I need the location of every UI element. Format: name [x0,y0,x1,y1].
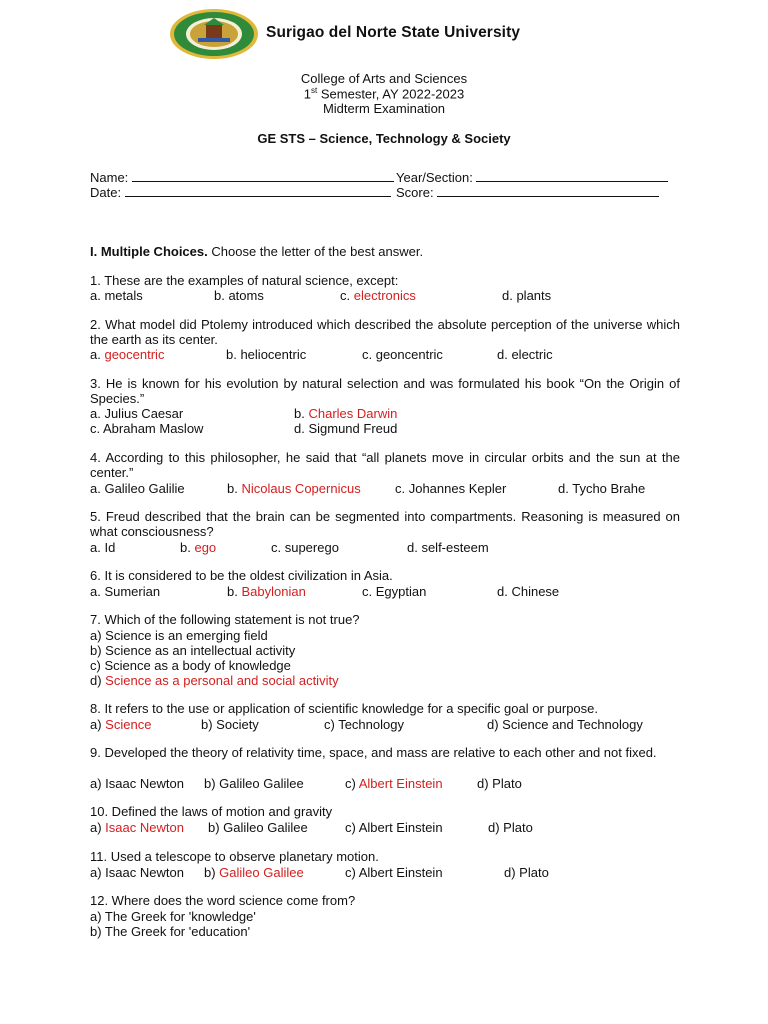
choice-4c[interactable]: c. Johannes Kepler [395,481,507,496]
instructions: I. Multiple Choices. Choose the letter of the best answer. [90,244,424,259]
choice-11a[interactable]: a) Isaac Newton [90,865,184,880]
question-1: 1. These are the examples of natural science, except: [90,273,399,288]
name-field[interactable]: Name: [90,170,394,185]
question-10: 10. Defined the laws of motion and gravity [90,804,333,819]
choice-8a-text: Science [105,717,152,732]
choice-4d[interactable]: d. Tycho Brahe [558,481,646,496]
choice-8a[interactable]: a) Science [90,717,152,732]
choice-9c-text: Albert Einstein [358,776,443,791]
exam-title: Midterm Examination [322,101,446,116]
choice-8c[interactable]: c) Technology [324,717,404,732]
question-5: 5. Freud described that the brain can be segmented into compartments. Reasoning is measured on what consciousness? [90,509,680,539]
question-3: 3. He is known for his evolution by natural selection and was formulated his book “On the Origin of Species.” [90,376,680,406]
choice-2d[interactable]: d. electric [497,347,553,362]
choice-4a[interactable]: a. Galileo Galilie [90,481,185,496]
choice-1a[interactable]: a. metals [90,288,143,303]
choice-6d[interactable]: d. Chinese [497,584,560,599]
university-name: Surigao del Norte State University [266,24,521,41]
choice-1d[interactable]: d. plants [502,288,552,303]
choice-7a[interactable]: a) Science is an emerging field [90,628,268,643]
choice-9c[interactable]: c) Albert Einstein [345,776,443,791]
choice-8d[interactable]: d) Science and Technology [487,717,643,732]
choice-11c[interactable]: c) Albert Einstein [345,865,443,880]
choice-8b[interactable]: b) Society [201,717,259,732]
choice-10d[interactable]: d) Plato [488,820,533,835]
choice-2a[interactable]: a. geocentric [90,347,165,362]
choice-5d[interactable]: d. self-esteem [407,540,489,555]
question-2: 2. What model did Ptolemy introduced which described the absolute perception of the universe which the earth as its center. [90,317,680,347]
choice-10b[interactable]: b) Galileo Galilee [208,820,308,835]
question-6: 6. It is considered to be the oldest civilization in Asia. [90,568,393,583]
choice-7c[interactable]: c) Science as a body of knowledge [90,658,291,673]
question-9: 9. Developed the theory of relativity time, space, and mass are relative to each other and not fixed. [90,745,657,760]
choice-9b[interactable]: b) Galileo Galilee [204,776,304,791]
choice-10c[interactable]: c) Albert Einstein [345,820,443,835]
college-name: College of Arts and Sciences [300,71,468,86]
choice-2c[interactable]: c. geoncentric [362,347,443,362]
choice-7d-text: Science as a personal and social activity [105,673,339,688]
choice-6b[interactable]: b. Babylonian [227,584,306,599]
choice-7b[interactable]: b) Science as an intellectual activity [90,643,296,658]
choice-12b[interactable]: b) The Greek for 'education' [90,924,251,939]
choice-5c[interactable]: c. superego [271,540,339,555]
choice-9a[interactable]: a) Isaac Newton [90,776,184,791]
choice-5b[interactable]: b. ego [180,540,217,555]
choice-6a[interactable]: a. Sumerian [90,584,161,599]
choice-5a[interactable]: a. Id [90,540,116,555]
choice-3b[interactable]: b. Charles Darwin [294,406,398,421]
question-8: 8. It refers to the use or application of scientific knowledge for a specific goal or purpose. [90,701,598,716]
course-title: GE STS – Science, Technology & Society [257,131,511,146]
choice-1b[interactable]: b. atoms [214,288,264,303]
choice-10a-text: Isaac Newton [105,820,184,835]
choice-7d[interactable]: d) Science as a personal and social activity [90,673,339,688]
question-4: 4. According to this philosopher, he said that “all planets move in circular orbits and the sun at the center.” [90,450,680,480]
choice-9d[interactable]: d) Plato [477,776,522,791]
choice-10a[interactable]: a) Isaac Newton [90,820,184,835]
question-11: 11. Used a telescope to observe planetary motion. [90,849,379,864]
choice-11b[interactable]: b) Galileo Galilee [204,865,304,880]
semester-line: 1st Semester, AY 2022-2023 [303,86,465,102]
score-field[interactable]: Score: [396,185,659,200]
choice-3d[interactable]: d. Sigmund Freud [294,421,398,436]
choice-1c[interactable]: c. electronics [340,288,416,303]
choice-12a[interactable]: a) The Greek for 'knowledge' [90,909,256,924]
choice-3c[interactable]: c. Abraham Maslow [90,421,204,436]
choice-6c[interactable]: c. Egyptian [362,584,427,599]
choice-4b[interactable]: b. Nicolaus Copernicus [227,481,361,496]
question-12: 12. Where does the word science come from? [90,893,356,908]
university-seal-logo [168,8,260,60]
question-7: 7. Which of the following statement is not true? [90,612,360,627]
choice-2b[interactable]: b. heliocentric [226,347,307,362]
date-field[interactable]: Date: [90,185,391,200]
choice-3a[interactable]: a. Julius Caesar [90,406,184,421]
year-section-field[interactable]: Year/Section: [396,170,668,185]
choice-11b-text: Galileo Galilee [219,865,304,880]
choice-11d[interactable]: d) Plato [504,865,549,880]
